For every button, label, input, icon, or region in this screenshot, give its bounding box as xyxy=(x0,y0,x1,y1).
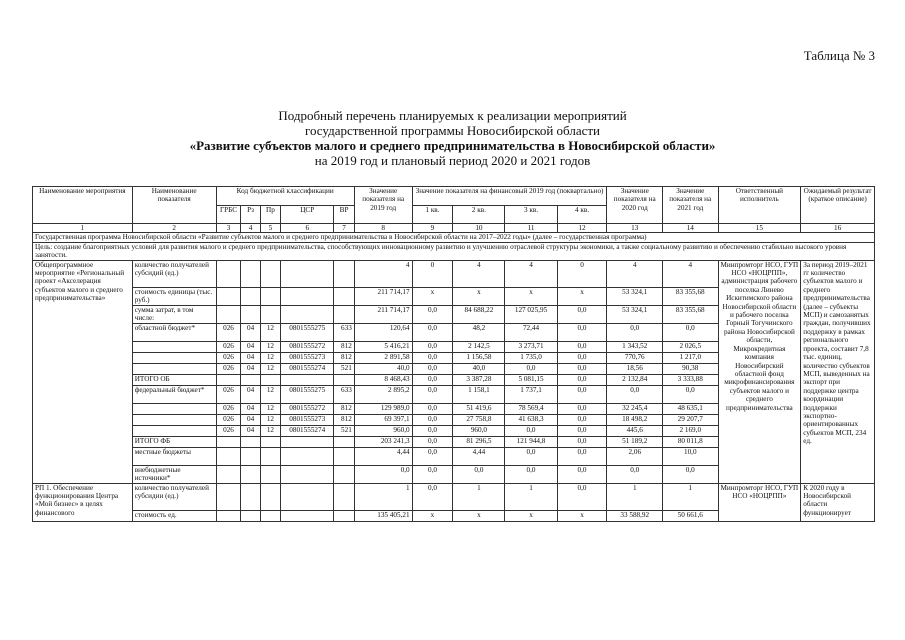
q3-cell: 121 944,8 xyxy=(505,436,557,447)
rz-cell: 04 xyxy=(241,323,260,341)
q2-cell: 48,2 xyxy=(453,323,505,341)
value-2021-cell: 4 xyxy=(663,260,719,287)
vr-cell: 633 xyxy=(334,385,354,403)
column-number: 12 xyxy=(557,224,607,233)
event-name: РП 1. Обеспечение функционирования Центра «Мой бизнес» в целях финансового xyxy=(33,483,133,521)
grbs-cell: 026 xyxy=(216,385,241,403)
value-2019-cell: 203 241,3 xyxy=(354,436,412,447)
q3-cell: 127 025,95 xyxy=(505,305,557,323)
q2-cell: 27 758,8 xyxy=(453,414,505,425)
header-quarters: Значение показателя на финансовый 2019 год (поквартально) xyxy=(412,187,607,206)
indicator-name: ИТОГО ФБ xyxy=(132,436,216,447)
header-vr: ВР xyxy=(334,205,354,224)
value-2020-cell: 18 498,2 xyxy=(607,414,663,425)
value-2020-cell: 2 132,84 xyxy=(607,374,663,385)
q2-cell: x xyxy=(453,287,505,305)
header-result: Ожидаемый результат (краткое описание) xyxy=(801,187,875,224)
q2-cell: 1 158,1 xyxy=(453,385,505,403)
rz-cell: 04 xyxy=(241,363,260,374)
q4-cell: 0 xyxy=(557,260,607,287)
q3-cell: 78 569,4 xyxy=(505,403,557,414)
indicator-name xyxy=(132,363,216,374)
q3-cell: 3 273,71 xyxy=(505,341,557,352)
pr-cell: 12 xyxy=(260,425,280,436)
value-2020-cell: 445,6 xyxy=(607,425,663,436)
value-2019-cell: 4 xyxy=(354,260,412,287)
header-grbs: ГРБС xyxy=(216,205,241,224)
q4-cell: 0,0 xyxy=(557,323,607,341)
q2-cell: 3 387,28 xyxy=(453,374,505,385)
indicator-name: стоимость ед. xyxy=(132,510,216,521)
value-2020-cell: 1 343,52 xyxy=(607,341,663,352)
header-rz: Рз xyxy=(241,205,260,224)
indicator-name: стоимость единицы (тыс. руб.) xyxy=(132,287,216,305)
grbs-cell: 026 xyxy=(216,323,241,341)
indicator-name: федеральный бюджет* xyxy=(132,385,216,403)
column-number: 6 xyxy=(281,224,334,233)
value-2019-cell: 40,0 xyxy=(354,363,412,374)
value-2020-cell: 4 xyxy=(607,260,663,287)
q3-cell: 5 081,15 xyxy=(505,374,557,385)
q3-cell: 1 735,0 xyxy=(505,352,557,363)
value-2020-cell: 0,0 xyxy=(607,323,663,341)
grbs-cell: 026 xyxy=(216,425,241,436)
column-number: 8 xyxy=(354,224,412,233)
column-number: 5 xyxy=(260,224,280,233)
column-number: 3 xyxy=(216,224,241,233)
q2-cell: 4 xyxy=(453,260,505,287)
csr-cell xyxy=(281,374,334,385)
indicator-name xyxy=(132,403,216,414)
q1-cell: 0,0 xyxy=(412,352,453,363)
value-2020-cell: 18,56 xyxy=(607,363,663,374)
grbs-cell: 026 xyxy=(216,414,241,425)
indicator-name xyxy=(132,341,216,352)
q3-cell: 0,0 xyxy=(505,447,557,465)
rz-cell xyxy=(241,436,260,447)
rz-cell xyxy=(241,260,260,287)
grbs-cell xyxy=(216,287,241,305)
value-2020-cell: 33 588,92 xyxy=(607,510,663,521)
q2-cell: x xyxy=(453,510,505,521)
csr-cell: 0801555275 xyxy=(281,385,334,403)
csr-cell: 0801555274 xyxy=(281,425,334,436)
pr-cell: 12 xyxy=(260,341,280,352)
grbs-cell xyxy=(216,465,241,483)
indicator-name: внебюджетные источники* xyxy=(132,465,216,483)
value-2019-cell: 2 895,2 xyxy=(354,385,412,403)
indicator-name: местные бюджеты xyxy=(132,447,216,465)
q1-cell: 0,0 xyxy=(412,414,453,425)
q4-cell: 0,0 xyxy=(557,341,607,352)
vr-cell xyxy=(334,287,354,305)
indicator-name: ИТОГО ОБ xyxy=(132,374,216,385)
q1-cell: 0,0 xyxy=(412,374,453,385)
q4-cell: 0,0 xyxy=(557,352,607,363)
vr-cell xyxy=(334,436,354,447)
q2-cell: 40,0 xyxy=(453,363,505,374)
q4-cell: 0,0 xyxy=(557,436,607,447)
q3-cell: 0,0 xyxy=(505,425,557,436)
table-row xyxy=(33,260,875,287)
value-2019-cell: 2 891,58 xyxy=(354,352,412,363)
q3-cell: 1 737,1 xyxy=(505,385,557,403)
q3-cell: 0,0 xyxy=(505,465,557,483)
q4-cell: 0,0 xyxy=(557,403,607,414)
rz-cell xyxy=(241,287,260,305)
q2-cell: 81 296,5 xyxy=(453,436,505,447)
vr-cell: 812 xyxy=(334,403,354,414)
grbs-cell: 026 xyxy=(216,363,241,374)
q4-cell: 0,0 xyxy=(557,385,607,403)
rz-cell xyxy=(241,305,260,323)
header-indicator: Наименование показателя xyxy=(132,187,216,224)
pr-cell: 12 xyxy=(260,352,280,363)
value-2021-cell: 83 355,68 xyxy=(663,287,719,305)
vr-cell xyxy=(334,510,354,521)
vr-cell xyxy=(334,305,354,323)
csr-cell: 0801555274 xyxy=(281,363,334,374)
q2-cell: 1 156,58 xyxy=(453,352,505,363)
header-event: Наименование мероприятия xyxy=(33,187,133,224)
value-2019-cell: 4,44 xyxy=(354,447,412,465)
program-name: Государственная программа Новосибирской области «Развитие субъектов малого и среднего предпринимательства в Новосибирской области на 2017–2022 годы» (далее – государственная программа) xyxy=(33,233,875,242)
vr-cell: 633 xyxy=(334,323,354,341)
csr-cell xyxy=(281,510,334,521)
vr-cell: 812 xyxy=(334,352,354,363)
result-cell: К 2020 году в Новосибирской области функционирует xyxy=(801,483,875,521)
value-2019-cell: 129 989,0 xyxy=(354,403,412,414)
value-2020-cell: 1 xyxy=(607,483,663,510)
header-q2: 2 кв. xyxy=(453,205,505,224)
indicator-name: количество получателей субсидий (ед.) xyxy=(132,260,216,287)
csr-cell: 0801555273 xyxy=(281,352,334,363)
column-number: 2 xyxy=(132,224,216,233)
q1-cell: 0,0 xyxy=(412,385,453,403)
rz-cell xyxy=(241,465,260,483)
csr-cell: 0801555272 xyxy=(281,341,334,352)
rz-cell: 04 xyxy=(241,414,260,425)
q2-cell: 1 xyxy=(453,483,505,510)
goal-row xyxy=(33,242,875,260)
vr-cell xyxy=(334,447,354,465)
q4-cell: 0,0 xyxy=(557,425,607,436)
pr-cell xyxy=(260,436,280,447)
value-2021-cell: 1 217,0 xyxy=(663,352,719,363)
result-cell: За период 2019–2021 гг количество субъектов малого и среднего предпринимательства (далее – субъекты МСП) и самозанятых граждан, получивших поддержку в рамках регионального проекта, составит 7,8 тыс. единиц, количество субъектов МСП, выведенных на экспорт при поддержке центра координации поддержки экспортно-ориентированных субъектов МСП, 234 ед. xyxy=(801,260,875,483)
q2-cell: 960,0 xyxy=(453,425,505,436)
q1-cell: 0,0 xyxy=(412,403,453,414)
indicator-name xyxy=(132,352,216,363)
pr-cell: 12 xyxy=(260,385,280,403)
value-2021-cell: 1 xyxy=(663,483,719,510)
grbs-cell xyxy=(216,260,241,287)
vr-cell xyxy=(334,483,354,510)
csr-cell xyxy=(281,260,334,287)
value-2021-cell: 2 026,5 xyxy=(663,341,719,352)
csr-cell xyxy=(281,483,334,510)
title-line-3: «Развитие субъектов малого и среднего предпринимательства в Новосибирской области» xyxy=(189,138,716,153)
pr-cell xyxy=(260,510,280,521)
header-q1: 1 кв. xyxy=(412,205,453,224)
csr-cell: 0801555275 xyxy=(281,323,334,341)
value-2020-cell: 2,06 xyxy=(607,447,663,465)
column-number: 13 xyxy=(607,224,663,233)
csr-cell: 0801555273 xyxy=(281,414,334,425)
indicator-name: количество получателей субсидии (ед.) xyxy=(132,483,216,510)
table-number-label: Таблица № 3 xyxy=(803,48,875,63)
value-2019-cell: 960,0 xyxy=(354,425,412,436)
q1-cell: 0,0 xyxy=(412,483,453,510)
q4-cell: 0,0 xyxy=(557,447,607,465)
value-2019-cell: 8 468,43 xyxy=(354,374,412,385)
column-number: 11 xyxy=(505,224,557,233)
q2-cell: 0,0 xyxy=(453,465,505,483)
rz-cell: 04 xyxy=(241,425,260,436)
value-2019-cell: 1 xyxy=(354,483,412,510)
column-number: 10 xyxy=(453,224,505,233)
value-2019-cell: 135 405,21 xyxy=(354,510,412,521)
document-title xyxy=(0,108,905,168)
q1-cell: x xyxy=(412,287,453,305)
header-q4: 4 кв. xyxy=(557,205,607,224)
grbs-cell xyxy=(216,305,241,323)
vr-cell xyxy=(334,465,354,483)
vr-cell xyxy=(334,374,354,385)
header-responsible: Ответственный исполнитель xyxy=(718,187,801,224)
grbs-cell xyxy=(216,510,241,521)
header-value-2021: Значение показателя на 2021 год xyxy=(663,187,719,224)
value-2019-cell: 120,64 xyxy=(354,323,412,341)
grbs-cell xyxy=(216,374,241,385)
q1-cell: 0,0 xyxy=(412,305,453,323)
column-number: 1 xyxy=(33,224,133,233)
value-2019-cell: 5 416,21 xyxy=(354,341,412,352)
column-number: 4 xyxy=(241,224,260,233)
pr-cell xyxy=(260,374,280,385)
program-row xyxy=(33,233,875,242)
value-2021-cell: 80 011,8 xyxy=(663,436,719,447)
q1-cell: 0,0 xyxy=(412,436,453,447)
event-2-rows xyxy=(33,483,875,521)
rz-cell: 04 xyxy=(241,341,260,352)
header-csr: ЦСР xyxy=(281,205,334,224)
value-2021-cell: 0,0 xyxy=(663,385,719,403)
csr-cell xyxy=(281,465,334,483)
grbs-cell xyxy=(216,447,241,465)
title-line-4: на 2019 год и плановый период 2020 и 2021 годов xyxy=(314,153,591,168)
responsible-cell: Минпромторг НСО, ГУП НСО «НОЦРПП» xyxy=(718,483,801,521)
pr-cell: 12 xyxy=(260,363,280,374)
q1-cell: 0,0 xyxy=(412,465,453,483)
value-2019-cell: 211 714,17 xyxy=(354,287,412,305)
q4-cell: x xyxy=(557,510,607,521)
pr-cell: 12 xyxy=(260,403,280,414)
header-pr: Пр xyxy=(260,205,280,224)
value-2019-cell: 0,0 xyxy=(354,465,412,483)
rz-cell xyxy=(241,447,260,465)
q4-cell: 0,0 xyxy=(557,305,607,323)
column-number: 7 xyxy=(334,224,354,233)
indicator-name xyxy=(132,414,216,425)
q3-cell: 1 xyxy=(505,483,557,510)
q1-cell: x xyxy=(412,510,453,521)
grbs-cell: 026 xyxy=(216,341,241,352)
pr-cell xyxy=(260,260,280,287)
q1-cell: 0,0 xyxy=(412,425,453,436)
pr-cell xyxy=(260,447,280,465)
csr-cell: 0801555272 xyxy=(281,403,334,414)
q4-cell: x xyxy=(557,287,607,305)
responsible-cell: Минпромторг НСО, ГУП НСО «НОЦРПП», администрация рабочего поселка Линево Искитимского района Новосибирской области и рабочего поселка Горный Тогучинского района Новосибирской области, Микрокредитная компания Новосибирский областной фонд микрофинансирования субъектов малого и среднего предпринимательства xyxy=(718,260,801,483)
grbs-cell: 026 xyxy=(216,352,241,363)
q2-cell: 51 419,6 xyxy=(453,403,505,414)
column-number-row xyxy=(33,224,875,233)
column-number: 9 xyxy=(412,224,453,233)
goal-text: Цель: создание благоприятных условий для развития малого и среднего предпринимательства, способствующих инновационному развитию и улучшению отраслевой структуры экономики, а также социальному развитию и обеспечению стабильно высокого уровня занятости. xyxy=(33,242,875,260)
vr-cell: 812 xyxy=(334,414,354,425)
csr-cell xyxy=(281,287,334,305)
pr-cell xyxy=(260,465,280,483)
vr-cell: 812 xyxy=(334,341,354,352)
value-2021-cell: 48 635,1 xyxy=(663,403,719,414)
rz-cell: 04 xyxy=(241,352,260,363)
value-2021-cell: 50 661,6 xyxy=(663,510,719,521)
pr-cell: 12 xyxy=(260,414,280,425)
csr-cell xyxy=(281,305,334,323)
q3-cell: x xyxy=(505,287,557,305)
header-q3: 3 кв. xyxy=(505,205,557,224)
q4-cell: 0,0 xyxy=(557,465,607,483)
value-2021-cell: 90,38 xyxy=(663,363,719,374)
vr-cell: 521 xyxy=(334,363,354,374)
pr-cell: 12 xyxy=(260,323,280,341)
q4-cell: 0,0 xyxy=(557,363,607,374)
q2-cell: 4,44 xyxy=(453,447,505,465)
pr-cell xyxy=(260,287,280,305)
vr-cell xyxy=(334,260,354,287)
q3-cell: 4 xyxy=(505,260,557,287)
value-2020-cell: 32 245,4 xyxy=(607,403,663,414)
column-number: 14 xyxy=(663,224,719,233)
title-line-1: Подробный перечень планируемых к реализации мероприятий xyxy=(278,108,627,123)
grbs-cell xyxy=(216,436,241,447)
value-2020-cell: 0,0 xyxy=(607,465,663,483)
q1-cell: 0,0 xyxy=(412,447,453,465)
header-value-2020: Значение показателя на 2020 год xyxy=(607,187,663,224)
value-2019-cell: 69 397,1 xyxy=(354,414,412,425)
csr-cell xyxy=(281,447,334,465)
indicator-name: сумма затрат, в том числе: xyxy=(132,305,216,323)
value-2021-cell: 83 355,68 xyxy=(663,305,719,323)
rz-cell xyxy=(241,374,260,385)
q4-cell: 0,0 xyxy=(557,414,607,425)
q4-cell: 0,0 xyxy=(557,483,607,510)
value-2020-cell: 0,0 xyxy=(607,385,663,403)
pr-cell xyxy=(260,483,280,510)
q3-cell: x xyxy=(505,510,557,521)
indicator-name: областной бюджет* xyxy=(132,323,216,341)
value-2020-cell: 770,76 xyxy=(607,352,663,363)
header-value-2019: Значение показателя на 2019 год xyxy=(354,187,412,224)
value-2021-cell: 3 333,88 xyxy=(663,374,719,385)
q1-cell: 0,0 xyxy=(412,363,453,374)
indicator-name xyxy=(132,425,216,436)
q3-cell: 41 638,3 xyxy=(505,414,557,425)
value-2021-cell: 0,0 xyxy=(663,465,719,483)
table-row xyxy=(33,483,875,510)
q3-cell: 0,0 xyxy=(505,363,557,374)
value-2019-cell: 211 714,17 xyxy=(354,305,412,323)
value-2021-cell: 0,0 xyxy=(663,323,719,341)
q1-cell: 0,0 xyxy=(412,323,453,341)
value-2021-cell: 29 207,7 xyxy=(663,414,719,425)
title-line-2: государственной программы Новосибирской области xyxy=(304,123,601,138)
q2-cell: 84 688,22 xyxy=(453,305,505,323)
grbs-cell xyxy=(216,483,241,510)
q1-cell: 0 xyxy=(412,260,453,287)
header-budget-code: Код бюджетной классификации xyxy=(216,187,354,206)
grbs-cell: 026 xyxy=(216,403,241,414)
value-2020-cell: 51 189,2 xyxy=(607,436,663,447)
pr-cell xyxy=(260,305,280,323)
value-2020-cell: 53 324,1 xyxy=(607,287,663,305)
q1-cell: 0,0 xyxy=(412,341,453,352)
events-table xyxy=(32,186,875,522)
header-row xyxy=(33,187,875,206)
vr-cell: 521 xyxy=(334,425,354,436)
csr-cell xyxy=(281,436,334,447)
q2-cell: 2 142,5 xyxy=(453,341,505,352)
rz-cell: 04 xyxy=(241,403,260,414)
column-number: 16 xyxy=(801,224,875,233)
rz-cell xyxy=(241,483,260,510)
column-number: 15 xyxy=(718,224,801,233)
rz-cell xyxy=(241,510,260,521)
value-2021-cell: 10,0 xyxy=(663,447,719,465)
q4-cell: 0,0 xyxy=(557,374,607,385)
event-name: Общепрограммное мероприятие «Региональный проект «Акселерация субъектов малого и среднего предпринимательства» xyxy=(33,260,133,483)
event-1-rows xyxy=(33,260,875,483)
rz-cell: 04 xyxy=(241,385,260,403)
q3-cell: 72,44 xyxy=(505,323,557,341)
value-2020-cell: 53 324,1 xyxy=(607,305,663,323)
value-2021-cell: 2 169,0 xyxy=(663,425,719,436)
